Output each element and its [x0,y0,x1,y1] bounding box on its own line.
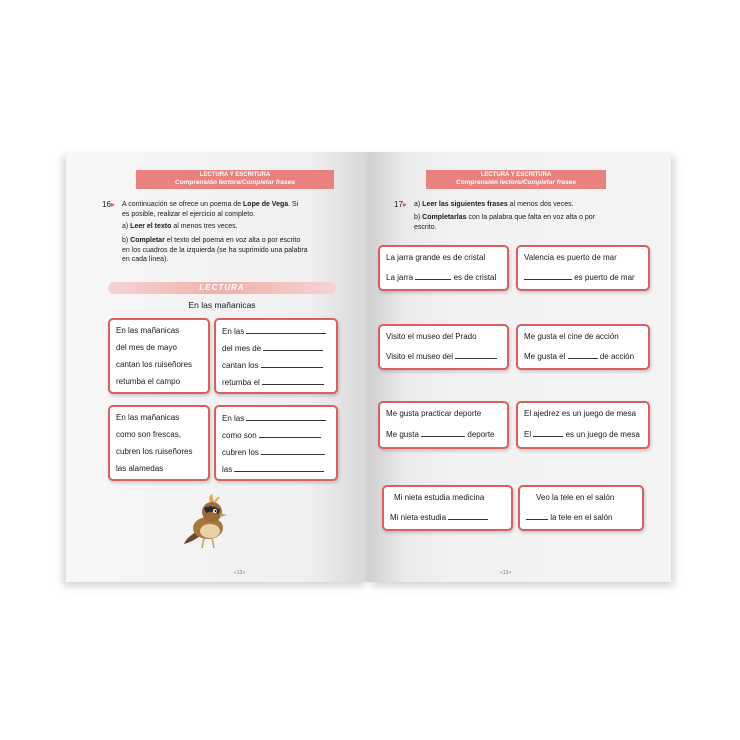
sentence-box [518,485,644,531]
sentence-fill[interactable] [526,512,613,522]
exercise-number [394,200,407,209]
fill-line[interactable] [222,430,321,440]
fill-prefix: cantan los [222,361,259,370]
sentence-full: Me gusta el cine de acción [524,332,619,341]
sentence-fill[interactable] [390,512,488,522]
page-number: «13» [500,570,512,576]
poem-box-fill-1 [214,318,338,394]
section-header [426,170,606,189]
lectura-banner: LECTURA [108,282,336,294]
left-page [66,152,368,582]
poem-line: como son frescas, [116,430,181,439]
answer-blank[interactable] [421,429,465,437]
instr-b-bold: Completar [130,237,165,244]
fill-line[interactable] [222,360,323,370]
sentence-fill[interactable] [386,429,495,439]
answer-blank[interactable] [261,447,325,455]
instr-b-bold: Completarlas [422,214,467,221]
instr-b-label: b) [122,237,131,244]
instr-b-line2: escrito. [414,223,437,231]
intro-suffix: . Si [288,201,299,208]
fill-prefix: Mi nieta estudia [390,513,447,522]
header-title: LECTURA Y ESCRITURA [199,172,271,178]
sentence-box [378,401,509,449]
answer-blank[interactable] [262,377,324,385]
fill-suffix: es un juego de mesa [565,430,640,439]
intro-author: Lope de Vega [243,201,289,208]
fill-line[interactable] [222,343,323,353]
fill-line[interactable] [222,464,324,474]
fill-prefix: las [222,465,233,474]
fill-line[interactable] [222,326,326,336]
answer-blank[interactable] [259,430,321,438]
sentence-fill[interactable] [524,351,634,361]
poem-line: cantan los ruiseñores [116,360,193,369]
fill-prefix: El [524,430,532,439]
instr-b-line3: en cada línea). [122,256,169,263]
instr-a-label: a) [414,201,423,208]
open-workbook [66,152,671,584]
sentence-box [378,245,509,291]
instr-a-bold: Leer las siguientes frases [422,201,508,208]
answer-blank[interactable] [524,272,572,280]
section-header [136,170,334,189]
fill-prefix: retumba el [222,378,260,387]
exercise-number [102,200,115,209]
answer-blank[interactable] [246,326,326,334]
intro-prefix: A continuación se ofrece un poema de [122,201,244,208]
instruction-b [122,236,342,265]
header-subtitle: Comprensión lectora/Completar frases [456,179,576,186]
answer-blank[interactable] [415,272,451,280]
sentence-full: El ajedrez es un juego de mesa [524,409,637,418]
sentence-full: Me gusta practicar deporte [386,409,482,418]
page-number: «13» [234,570,246,576]
sentence-full: La jarra grande es de cristal [386,253,486,262]
sentence-fill[interactable] [386,351,497,361]
exercise-intro [122,200,337,219]
sentence-fill[interactable] [524,429,640,439]
fill-prefix: Visito el museo del [386,352,453,361]
instruction-a [122,222,337,232]
poem-line: En las mañanicas [116,326,180,335]
answer-blank[interactable] [448,512,488,520]
bird-illustration [182,492,234,552]
sentence-box [516,401,650,449]
instr-a-label: a) [122,223,131,230]
instr-b-rest: el texto del poema en voz alta o por escrito [164,237,301,244]
fill-prefix: como son [222,431,257,440]
fill-prefix: Me gusta el [524,352,566,361]
poem-line: del mes de mayo [116,343,177,352]
instruction-b [414,213,634,232]
sentence-box [516,245,650,291]
intro-line2: es posible, realizar el ejercicio al completo. [122,210,256,218]
arrow-icon: ▸ [402,200,407,209]
sentence-fill[interactable] [386,272,496,282]
exercise-number-text: 17 [394,200,403,209]
header-title: LECTURA Y ESCRITURA [480,172,552,178]
instr-b-rest: con la palabra que falta en voz alta o por [466,214,595,221]
answer-blank[interactable] [246,413,326,421]
fill-prefix: La jarra [386,273,414,282]
fill-prefix: En las [222,414,245,423]
sentence-fill[interactable] [524,272,635,282]
answer-blank[interactable] [261,360,323,368]
poem-box-original-1 [108,318,210,394]
header-subtitle: Comprensión lectora/Completar frases [175,179,295,186]
answer-blank[interactable] [533,429,563,437]
answer-blank[interactable] [234,464,324,472]
fill-line[interactable] [222,377,324,387]
right-page [368,152,671,582]
instr-a-rest: al menos dos veces. [507,201,574,208]
poem-box-fill-2 [214,405,338,481]
poem-line: retumba el campo [116,377,181,386]
poem-line: las alamedas [116,464,164,473]
fill-prefix: Me gusta [386,430,419,439]
poem-title: En las mañanicas [188,300,256,310]
fill-line[interactable] [222,413,326,423]
instr-a-rest: al menos tres veces. [171,223,238,230]
fill-suffix: deporte [467,430,495,439]
poem-line: cubren los ruiseñores [116,447,193,456]
fill-suffix: es puerto de mar [574,273,635,282]
fill-prefix: cubren los [222,448,259,457]
poem-line: En las mañanicas [116,413,180,422]
fill-prefix: En las [222,327,245,336]
sentence-box [378,324,509,370]
fill-suffix: la tele en el salón [550,513,613,522]
answer-blank[interactable] [526,512,548,520]
sentence-full: Veo la tele en el salón [536,493,615,502]
instruction-a [414,200,634,210]
answer-blank[interactable] [263,343,323,351]
fill-prefix: del mes de [222,344,262,353]
poem-box-original-2 [108,405,210,481]
answer-blank[interactable] [455,351,497,359]
instr-b-label: b) [414,214,423,221]
arrow-icon: ▸ [110,200,115,209]
instr-a-bold: Leer el texto [130,223,172,230]
fill-line[interactable] [222,447,325,457]
answer-blank[interactable] [568,351,598,359]
sentence-box [382,485,513,531]
sentence-full: Valencia es puerto de mar [524,253,617,262]
sentence-full: Visito el museo del Prado [386,332,477,341]
exercise-number-text: 16 [102,200,111,209]
sentence-full: Mi nieta estudia medicina [394,493,485,502]
fill-suffix: de acción [599,352,635,361]
fill-suffix: es de cristal [453,273,497,282]
instr-b-line2: en los cuadros de la izquierda (se ha suprimido una palabra [122,246,308,254]
sentence-box [516,324,650,370]
